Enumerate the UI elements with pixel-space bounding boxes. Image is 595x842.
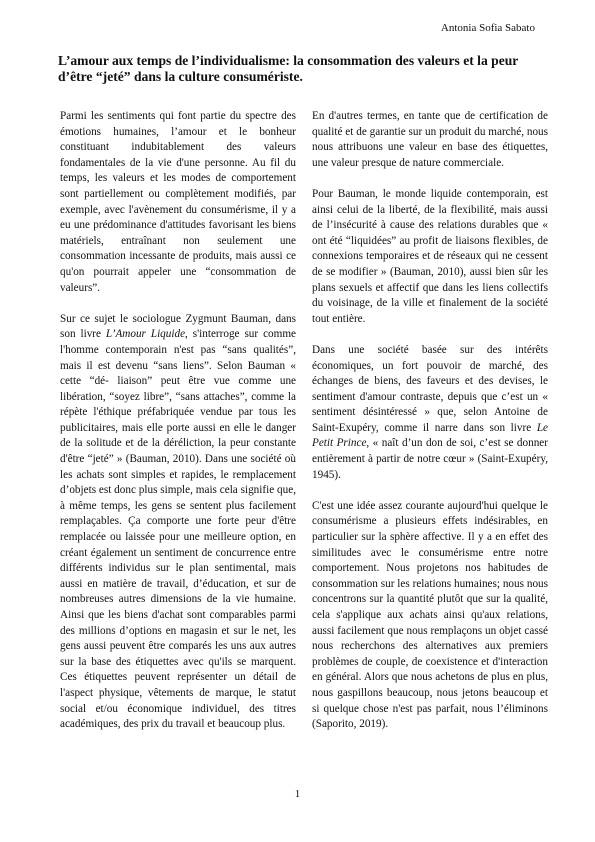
paragraph: En d'autres termes, en tante que de certification de qualité et de garantie sur un produit du marché, nous nous attribuons une valeur en base des étiquettes, une valeur presque de nature commerciale. <box>312 110 548 169</box>
book-title: L’Amour Liquide <box>105 328 186 341</box>
paragraph-text: , s'interroge sur comme l'homme contemporain n'est pas “sans qualités”, mais il est devenu “sans liens”. Selon Bauman « cette “dé- liaison” peut être vue comme une libération, “soyez libre”, “sans attaches”, comme la répète l'éthique préfabriquée vendue par tous les publicitaires, mais elle porte aussi en elle le danger de la solitude et de la déréliction, la peur constante d'être “jeté” » (Bauman, 2010). Dans une société où les achats sont simples et rapides, le remplacement d’objets est donc plus simple, mais cela signifie que, à même temps, les gens se sentent plus facilement remplaçables. Ça comporte une forte peur d'être remplacée ou laissée pour une meilleure option, en créant également un sentiment de concurrence entre différents individus sur le plan sentimental, mais aussi en matière de travail, d’éducation, et sur de nombreuses autres dimensions de la vie humaine. Ainsi que les biens d'achat sont comparables parmi des millions d’options en magasin et sur le net, les gens aussi peuvent être comparés les uns aux autres sur la base des étiquettes avec qu'ils se marquent. Ces étiquettes peuvent représenter un détail de l'aspect physique, vêtements de marque, le statut social et/ou économique individuel, des titres académiques, des prix du travail et beaucoup plus. <box>60 328 296 731</box>
right-column <box>312 109 548 733</box>
paragraph: Pour Bauman, le monde liquide contemporain, est ainsi celui de la liberté, de la flexibilité, mais aussi de l’insécurité à cause des relations durables que « ont été “liquidées” au profit de liaisons flexibles, de connexions temporaires et de réseaux qui ne cessent de se modifier » (Bauman, 2010), aussi bien sûr les plans sexuels et affectif que dans les liens collectifs du voisinage, de la ville et finalement de la société tout entière. <box>312 187 548 325</box>
paragraph-text: , « naît d’un don de soi, c’est se donner entièrement à partir de notre cœur » (Saint-Exupéry, 1945). <box>312 437 548 481</box>
paragraph-text: Sur ce sujet le sociologue Zygmunt Bauman, dans son livre <box>60 312 296 341</box>
paragraph <box>312 343 548 483</box>
paragraph: Parmi les sentiments qui font partie du spectre des émotions humaines, l’amour et le bonheur constituant indubitablement des valeurs fondamentales de la vie d'une personne. Au fil du temps, les valeurs et les modes de comportement sont partiellement ou complètement modifiés, par exemple, avec l'avènement du consumérisme, il y a eu une prédominance d'attitudes favorisant les biens matériels, entraînant non seulement une consommation incessante de produits, mais aussi ce qu'on pourrait appeler une “consommation de valeurs”. <box>60 110 296 294</box>
page-number: 1 <box>294 788 301 800</box>
paragraph <box>60 312 296 733</box>
paragraph-text: Dans une société basée sur des intérêts économiques, un fort pouvoir de marché, des échanges de biens, des faveurs et des devises, le sentiment d'amour contraste, depuis que c’est un « sentiment désintéressé » que, selon Antoine de Saint-Exupéry, comme il narre dans son livre <box>312 343 548 434</box>
article-title: L’amour aux temps de l’individualisme: la consommation des valeurs et la peur d’être “jeté” dans la culture consuméristе. <box>58 53 519 84</box>
paragraph: C'est une idée assez courante aujourd'hui quelque le consumérisme a plusieurs effets indésirables, en particulier sur la sphère affective. Il y a en effet des similitudes avec le consumérisme entre notre comportement. Nous projetons nos habitudes de consommation sur les relations humaines; nous nous concentrons sur la quantité plutôt que sur la qualité, cela s'applique aux achats ainsi qu'aux relations, aussi facilement que nous remplaçons un objet cassé nous recherchons des alternatives aux premiers problèmes de couple, de coexistence et d'interaction en général. Alors que nous achetons de plus en plus, nous gaspillons beaucoup, nous jetons beaucoup et si quelque chose n'est pas parfait, nous l’éliminons (Saporito, 2019). <box>312 499 548 731</box>
author-name: Antonia Sofia Sabato <box>440 22 535 34</box>
left-column <box>60 109 296 733</box>
book-title: Le Petit Prince <box>312 421 548 450</box>
